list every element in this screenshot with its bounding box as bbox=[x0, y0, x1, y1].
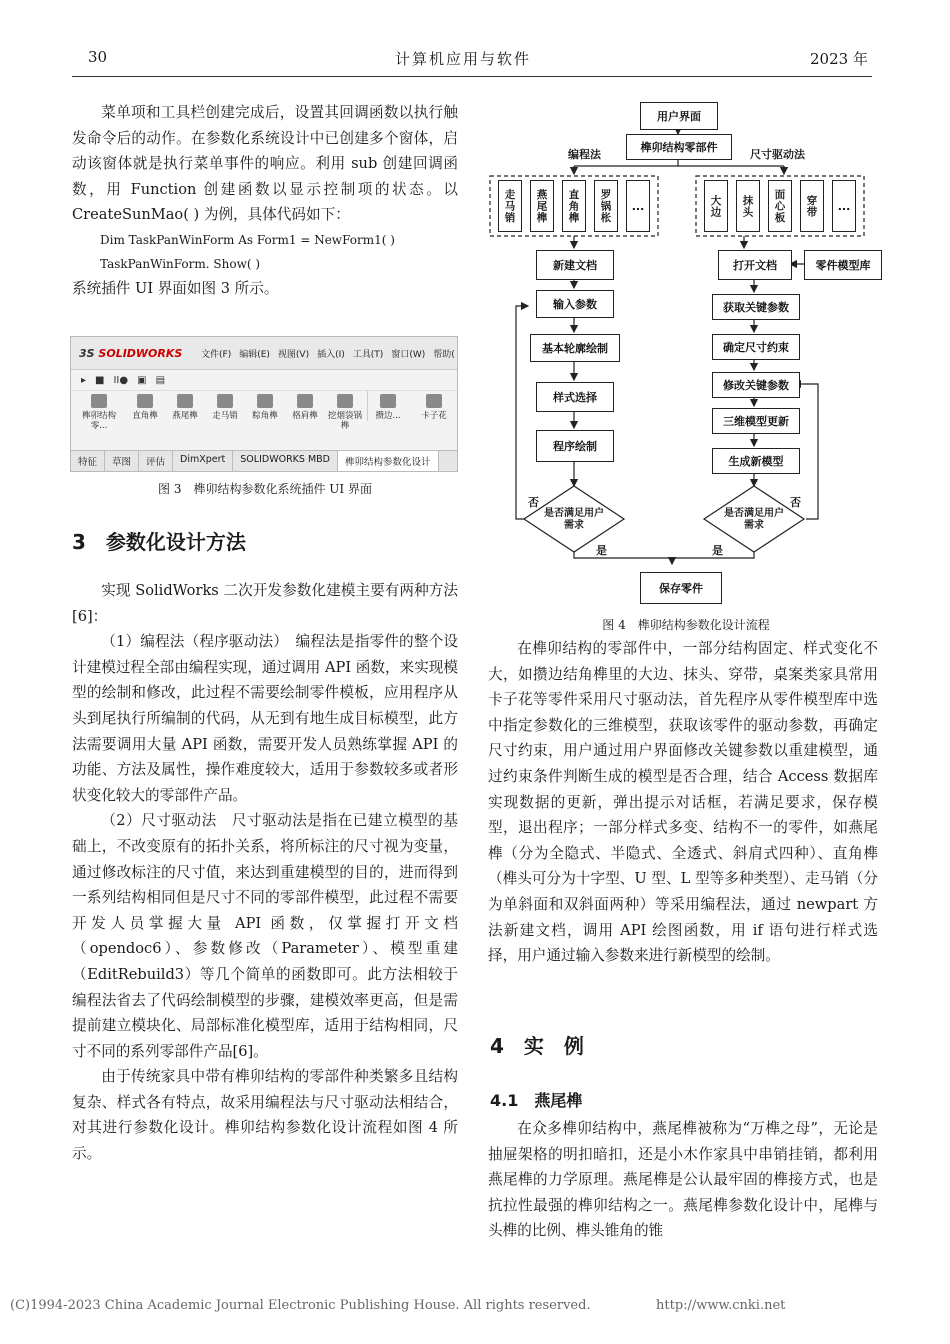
flow-no-right: 否 bbox=[790, 496, 801, 509]
sliding-pin-icon bbox=[217, 394, 233, 408]
flow-save-part: 保存零件 bbox=[640, 572, 722, 604]
paragraph: 在众多榫卯结构中，燕尾榫被称为“万榫之母”，无论是抽屉架格的明扣暗扣，还是小木作家具中串销挂销，都利用燕尾榫的力学原理。燕尾榫是公认最牢固的榫接方式，也是抗拉性最强的榫卯结构之一。燕尾榫参数化设计中，尾榫与头榫的比例、榫头锥角的锥 bbox=[488, 1120, 878, 1240]
flow-program-draw: 程序绘制 bbox=[536, 430, 614, 462]
ribbon-gejian-button[interactable]: 格肩榫 bbox=[287, 391, 323, 421]
flow-model-library: 零件模型库 bbox=[804, 250, 882, 280]
flow-left-item: ... bbox=[626, 180, 650, 232]
flow-user-interface: 用户界面 bbox=[640, 102, 718, 130]
flow-modify-key-params: 修改关键参数 bbox=[712, 372, 800, 398]
tenon-icon bbox=[91, 394, 107, 408]
tab-mbd[interactable]: SOLIDWORKS MBD bbox=[233, 451, 338, 471]
flow-left-item: 直角榫 bbox=[562, 180, 586, 232]
flow-tenon-parts: 榫卯结构零部件 bbox=[626, 134, 732, 160]
ribbon-dovetail-button[interactable]: 燕尾榫 bbox=[167, 391, 203, 421]
gejian-icon bbox=[297, 394, 313, 408]
year: 2023 年 bbox=[810, 50, 868, 68]
flow-right-item: 抹头 bbox=[736, 180, 760, 232]
ribbon-sliding-pin-button[interactable]: 走马销 bbox=[207, 391, 243, 421]
flow-new-model: 生成新模型 bbox=[712, 448, 800, 474]
paragraph: （1）编程法（程序驱动法） 编程法是指零件的整个设计建模过程全部由编程实现，通过调用 API 函数，来实现模型的绘制和修改，此过程不需要绘制零件模板，应用程序从头到尾执行所编制的代码，从无到有地生成目标模型，此方法需要调用大量 API 函数，需要开发人员熟练掌握 API 的功能、方法及属性，操作难度较大，适用于参数较多或者形状变化较大的零部件产品。 bbox=[72, 633, 458, 804]
flow-open-document: 打开文档 bbox=[718, 250, 792, 280]
paragraph: 在榫卯结构的零部件中，一部分结构固定、样式变化不大，如攒边结角榫里的大边、抹头、穿带，桌案类家具常用卡子花等零件采用尺寸驱动法，首先程序从零件模型库中选中指定参数化的三维模型，获取该零件的驱动参数，再确定尺寸约束，用户通过用户界面修改关键参数以重建模型，通过约束条件判断生成的模型是否合理，结合 Access 数据库实现数据的更新，弹出提示对话框，若满足要求，保存模型，退出程序；一部分样式多变、结构不一的零件，如燕尾榫（分为全隐式、半隐式、全透式、斜肩式四种）、直角榫（榫头可分为十字型、U 型、L 型等多种类型）、走马销（分为单斜面和双斜面两种）等采用编程法，通过 newpart 方法新建文档，调用 API 绘图函数，用 if 语句进行样式选择，用户通过输入参数来进行新模型的绘制。 bbox=[488, 640, 878, 965]
flow-decision-right: 是否满足用户需求 bbox=[724, 508, 784, 531]
figure-4-caption: 图 4 榫卯结构参数化设计流程 bbox=[602, 618, 770, 632]
tab-tenon-design[interactable]: 榫卯结构参数化设计 bbox=[338, 451, 439, 471]
figure-3-caption: 图 3 榫卯结构参数化系统插件 UI 界面 bbox=[158, 482, 372, 496]
page-number: 30 bbox=[88, 48, 108, 66]
menu-window[interactable]: 窗口(W) bbox=[391, 349, 426, 360]
paragraph: 菜单项和工具栏创建完成后，设置其回调函数以执行触发命令后的动作。在参数化系统设计中已创建多个窗体，启动该窗体就是执行菜单事件的响应。利用 sub 创建回调函数，用 Function 创建函数以显示控制项的状态。以 CreateSunMao( ) 为例，具体代码如下： bbox=[72, 104, 458, 224]
tab-sketch[interactable]: 草图 bbox=[105, 451, 139, 471]
pause-record-icon[interactable]: II● bbox=[113, 374, 129, 386]
flow-new-document: 新建文档 bbox=[536, 250, 614, 280]
flow-branch-dimension: 尺寸驱动法 bbox=[750, 148, 805, 161]
flow-input-params: 输入参数 bbox=[536, 290, 614, 318]
menu-file[interactable]: 文件(F) bbox=[201, 349, 232, 360]
zongjiao-icon bbox=[257, 394, 273, 408]
code-line: Dim TaskPanWinForm As Form1 = NewForm1( ) bbox=[100, 232, 395, 247]
flow-no-left: 否 bbox=[528, 496, 539, 509]
frame-icon bbox=[380, 394, 396, 408]
cnki-url[interactable]: http://www.cnki.net bbox=[656, 1298, 786, 1313]
flow-right-item: ... bbox=[832, 180, 856, 232]
ribbon-tenon-mortise-button[interactable]: 榫卯结构零... bbox=[75, 391, 123, 431]
section-4-title: 4 实 例 bbox=[490, 1034, 584, 1058]
flow-get-key-params: 获取关键参数 bbox=[712, 294, 800, 320]
ribbon-pipe-bowl-button[interactable]: 挖烟袋锅榫 bbox=[327, 391, 363, 431]
flow-model-update: 三维模型更新 bbox=[712, 408, 800, 434]
tab-evaluate[interactable]: 评估 bbox=[139, 451, 173, 471]
paragraph: 系统插件 UI 界面如图 3 所示。 bbox=[72, 279, 279, 297]
menu-edit[interactable]: 编辑(E) bbox=[239, 349, 270, 360]
paragraph: （2）尺寸驱动法 尺寸驱动法是指在已建立模型的基础上，不改变原有的拓扑关系，将所标注的尺寸视为变量，通过修改标注的尺寸值，来达到重建模型的目的，进而得到一系列结构相同但是尺寸不同的零部件模型，此过程不需要开发人员掌握大量 API 函数，仅掌握打开文档（opendoc6）、参数修改（Parameter）、模型重建（EditRebuild3）等几个简单的函数即可。此方法相较于编程法省去了代码绘制模型的步骤，建模效率更高，但是需提前建立模块化、局部标准化模型库，适用于结构相同，尺寸不同的系列零部件产品[6]。 bbox=[72, 812, 458, 1060]
menu-view[interactable]: 视图(V) bbox=[277, 349, 310, 360]
flow-left-item: 罗锅枨 bbox=[594, 180, 618, 232]
flow-yes-left: 是 bbox=[596, 544, 607, 557]
ribbon-frame-button[interactable]: 攒边... bbox=[367, 391, 408, 421]
ribbon-straight-tenon-button[interactable]: 直角榫 bbox=[127, 391, 163, 421]
left-column-lower bbox=[72, 578, 458, 1167]
section-4-1-title: 4.1 燕尾榫 bbox=[490, 1091, 583, 1110]
menu-insert[interactable]: 插入(I) bbox=[317, 349, 345, 360]
play-icon[interactable]: ▸ bbox=[81, 374, 87, 386]
straight-tenon-icon bbox=[137, 394, 153, 408]
flow-right-item: 穿带 bbox=[800, 180, 824, 232]
flow-right-item: 面心板 bbox=[768, 180, 792, 232]
pipe-bowl-icon bbox=[337, 394, 353, 408]
journal-name: 计算机应用与软件 bbox=[395, 50, 532, 68]
tab-dimxpert[interactable]: DimXpert bbox=[173, 451, 233, 471]
menu-help[interactable]: 帮助( bbox=[433, 349, 455, 360]
solidworks-logo: 3S SOLIDWORKS bbox=[79, 346, 183, 360]
solidworks-plugin-screenshot bbox=[70, 336, 458, 472]
macro-edit-icon[interactable]: ▤ bbox=[155, 374, 166, 386]
header-rule bbox=[72, 76, 872, 77]
left-column bbox=[72, 100, 458, 302]
macro-icon[interactable]: ▣ bbox=[137, 374, 147, 386]
section-3-title: 3 参数化设计方法 bbox=[72, 530, 246, 554]
copyright-footer: (C)1994-2023 China Academic Journal Electronic Publishing House. All rights reserved. bbox=[10, 1298, 591, 1313]
flow-yes-right: 是 bbox=[712, 544, 723, 557]
right-column-lower bbox=[488, 1116, 878, 1244]
flow-decision-left: 是否满足用户需求 bbox=[544, 508, 604, 531]
dovetail-icon bbox=[177, 394, 193, 408]
kazihua-icon bbox=[426, 394, 442, 408]
stop-icon[interactable]: ■ bbox=[95, 374, 105, 386]
flow-style-select: 样式选择 bbox=[536, 382, 614, 412]
code-line: TaskPanWinForm. Show( ) bbox=[100, 256, 261, 271]
paragraph: 实现 SolidWorks 二次开发参数化建模主要有两种方法[6]： bbox=[72, 582, 458, 625]
flow-right-item: 大边 bbox=[704, 180, 728, 232]
flow-left-item: 燕尾榫 bbox=[530, 180, 554, 232]
figure-4-flowchart bbox=[488, 96, 884, 610]
paragraph: 由于传统家具中带有榫卯结构的零部件种类繁多且结构复杂、样式各有特点，故采用编程法与尺寸驱动法相结合，对其进行参数化设计。榫卯结构参数化设计流程如图 4 所示。 bbox=[72, 1068, 458, 1163]
flow-branch-programming: 编程法 bbox=[568, 148, 601, 161]
flow-left-item: 走马销 bbox=[498, 180, 522, 232]
right-column bbox=[488, 636, 878, 969]
flow-base-contour: 基本轮廓绘制 bbox=[530, 334, 620, 362]
menu-tools[interactable]: 工具(T) bbox=[352, 349, 384, 360]
flow-size-constraint: 确定尺寸约束 bbox=[712, 334, 800, 360]
tab-features[interactable]: 特征 bbox=[71, 451, 105, 471]
ribbon-kazihua-button[interactable]: 卡子花 bbox=[412, 391, 456, 421]
ribbon-zongjiao-button[interactable]: 粽角榫 bbox=[247, 391, 283, 421]
